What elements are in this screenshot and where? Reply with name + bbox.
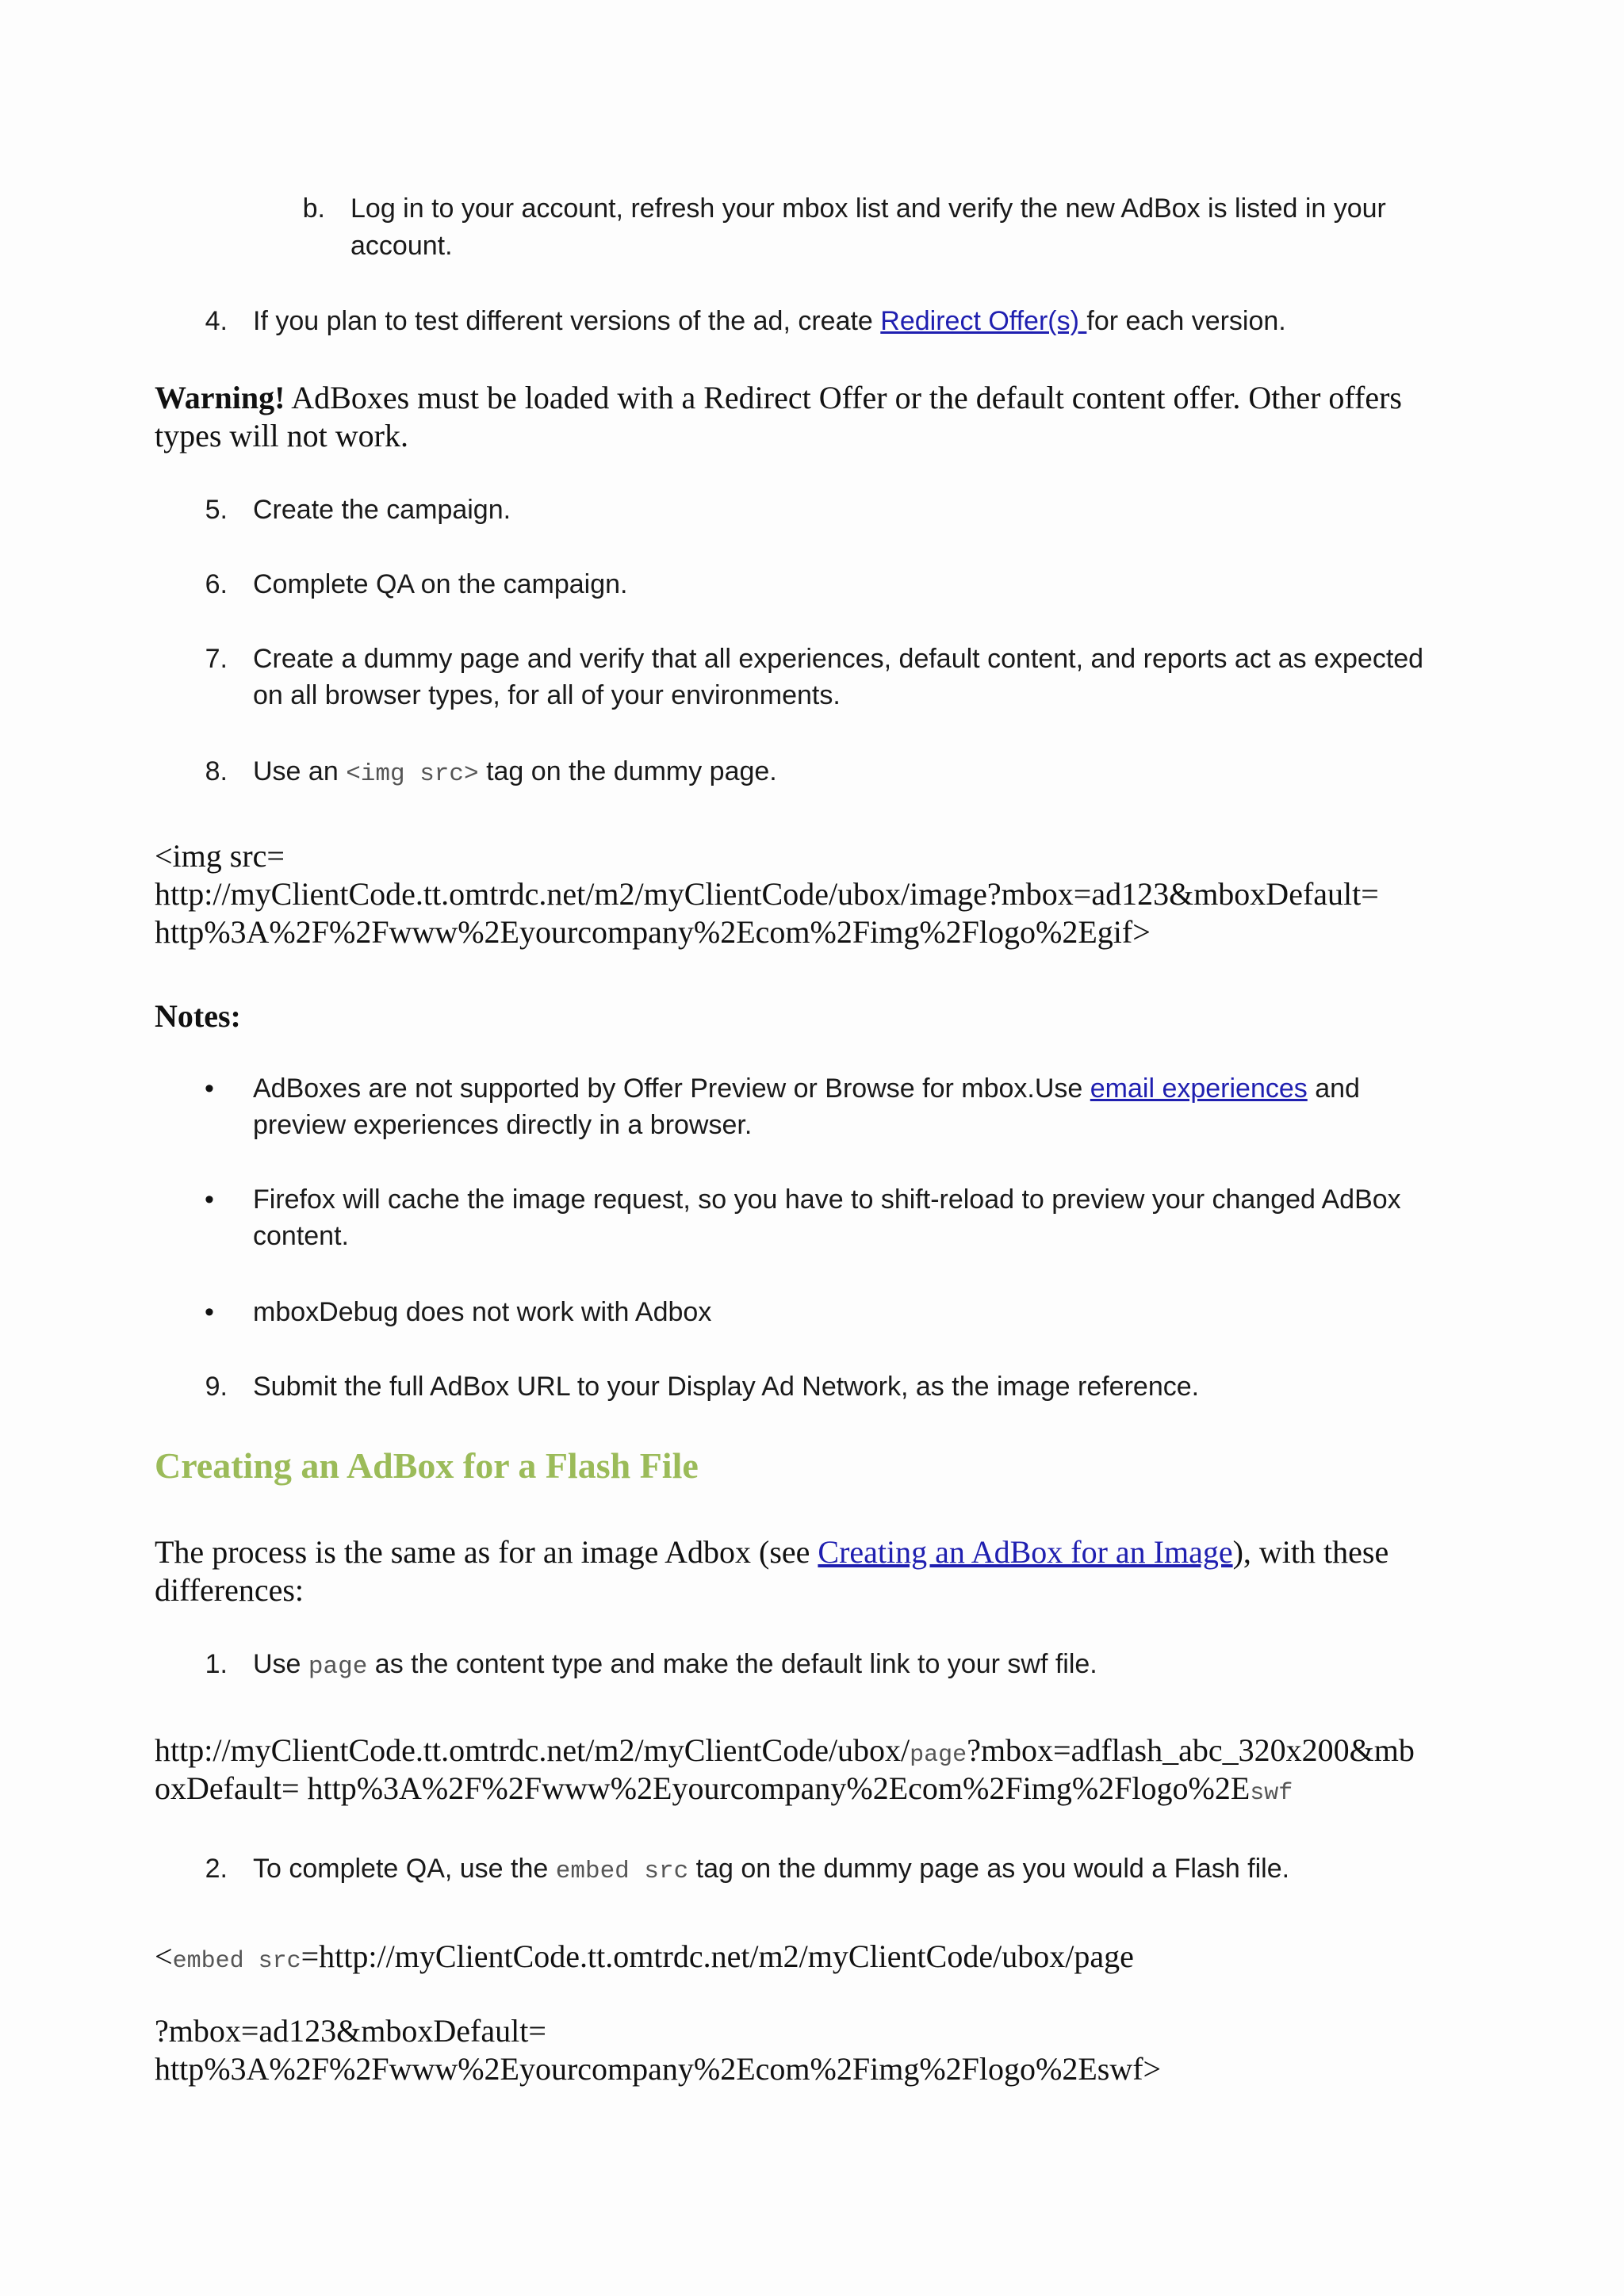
flash-step-2-before: To complete QA, use the (253, 1854, 556, 1884)
flash-url-part-b: ?mbox=adflash_abc_320x200&mb (967, 1732, 1415, 1768)
flash-step-1-after: as the content type and make the default link to your swf file. (367, 1649, 1097, 1679)
embed-url: =http://myClientCode.tt.omtrdc.net/m2/myClientCode/ubox/page (301, 1938, 1134, 1974)
note-3-text: mboxDebug does not work with Adbox (253, 1297, 712, 1327)
step-5-text: Create the campaign. (253, 495, 511, 525)
warning-text: AdBoxes must be loaded with a Redirect Offer or the default content offer. Other offers (285, 380, 1402, 415)
flash-intro-line2: differences: (155, 1572, 304, 1608)
note-2-line2: content. (253, 1221, 349, 1251)
warning-label: Warning! (155, 380, 285, 415)
step-8-text (253, 756, 777, 788)
list-item-b-line1: Log in to your account, refresh your mbox list and verify the new AdBox is listed in your (350, 193, 1386, 224)
list-item-b-line2: account. (350, 231, 453, 261)
list-number-9: 9. (205, 1372, 228, 1402)
list-marker-b: b. (302, 193, 325, 224)
warning-line2: types will not work. (155, 418, 408, 453)
step-8-text-after: tag on the dummy page. (478, 756, 777, 786)
img-code-line1: <img src= (155, 838, 285, 874)
img-src-code: <img src> (346, 760, 479, 788)
note-1-line1 (253, 1073, 1360, 1104)
flash-url-line2-a: oxDefault= http%3A%2F%2Fwww%2Eyourcompany%2Ecom%2Fimg%2Flogo%2E (155, 1770, 1251, 1806)
list-number-5: 5. (205, 495, 228, 525)
flash-intro-after: ), with these (1232, 1534, 1389, 1570)
bullet-2: • (205, 1184, 214, 1215)
flash-list-number-1: 1. (205, 1649, 228, 1679)
warning-line1 (155, 379, 1402, 416)
list-number-6: 6. (205, 569, 228, 599)
redirect-offers-link[interactable]: Redirect Offer(s) (880, 306, 1087, 336)
page-code: page (308, 1653, 368, 1681)
creating-adbox-image-link[interactable]: Creating an AdBox for an Image (818, 1534, 1233, 1570)
note-1-text-after: and (1307, 1073, 1360, 1104)
step-7-line2: on all browser types, for all of your environments. (253, 680, 841, 710)
notes-heading: Notes: (155, 998, 241, 1034)
section-heading-flash: Creating an AdBox for a Flash File (155, 1445, 699, 1486)
flash-url-part-a: http://myClientCode.tt.omtrdc.net/m2/myClientCode/ubox/ (155, 1732, 910, 1768)
bullet-1: • (205, 1073, 214, 1104)
flash-url-page-code: page (910, 1742, 967, 1769)
note-1-text-before: AdBoxes are not supported by Offer Preview or Browse for mbox.Use (253, 1073, 1090, 1104)
flash-step-1-before: Use (253, 1649, 308, 1679)
embed-src-inline-code: embed src (172, 1948, 301, 1975)
embed-lt: < (155, 1938, 173, 1974)
note-2-line1: Firefox will cache the image request, so you have to shift-reload to preview your changed AdBox (253, 1184, 1401, 1215)
flash-url-swf-code: swf (1250, 1780, 1293, 1807)
embed-src-code: embed src (555, 1858, 689, 1885)
img-code-line2: http://myClientCode.tt.omtrdc.net/m2/myClientCode/ubox/image?mbox=ad123&mboxDefault= (155, 876, 1379, 912)
flash-step-2-text (253, 1854, 1289, 1885)
step-9-text: Submit the full AdBox URL to your Display Ad Network, as the image reference. (253, 1372, 1200, 1402)
flash-url-line1 (155, 1732, 1415, 1769)
flash-step-1-text (253, 1649, 1097, 1681)
list-number-8: 8. (205, 756, 228, 786)
flash-intro-line1 (155, 1533, 1388, 1571)
flash-url-line2 (155, 1770, 1293, 1807)
flash-intro-before: The process is the same as for an image Adbox (see (155, 1534, 818, 1570)
list-item-4-text-before: If you plan to test different versions of the ad, create (253, 306, 881, 336)
list-item-4-text-after: for each version. (1086, 306, 1286, 336)
note-1-line2: preview experiences directly in a browser. (253, 1110, 753, 1140)
flash-step-2-after: tag on the dummy page as you would a Flash file. (688, 1854, 1290, 1884)
email-experiences-link[interactable]: email experiences (1090, 1073, 1308, 1104)
list-number-7: 7. (205, 644, 228, 674)
list-item-4 (253, 306, 1286, 337)
bullet-3: • (205, 1297, 214, 1327)
embed-code-line1 (155, 1938, 1134, 1975)
step-7-line1: Create a dummy page and verify that all experiences, default content, and reports act as expected (253, 644, 1424, 674)
list-number-4: 4. (205, 306, 228, 336)
step-6-text: Complete QA on the campaign. (253, 569, 628, 599)
embed-code-line3: http%3A%2F%2Fwww%2Eyourcompany%2Ecom%2Fimg%2Flogo%2Eswf> (155, 2051, 1162, 2087)
img-code-line3: http%3A%2F%2Fwww%2Eyourcompany%2Ecom%2Fimg%2Flogo%2Egif> (155, 914, 1151, 950)
flash-list-number-2: 2. (205, 1854, 228, 1884)
embed-code-line2: ?mbox=ad123&mboxDefault= (155, 2013, 546, 2049)
step-8-text-before: Use an (253, 756, 347, 786)
